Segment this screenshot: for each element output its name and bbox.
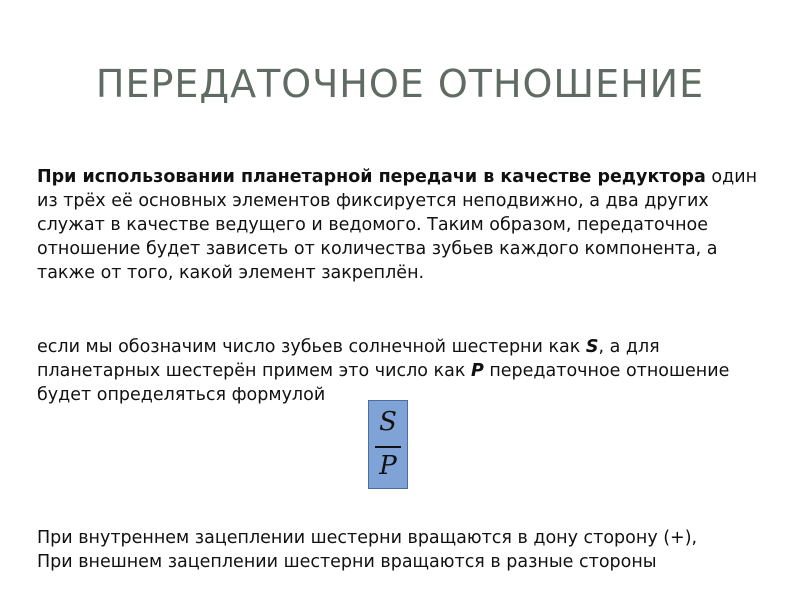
formula-denominator: P [379, 451, 397, 481]
paragraph2-part2: , а для планетарных шестерён примем это число как [37, 337, 660, 381]
paragraph-rest: один из трёх её основных элементов фиксируется неподвижно, а два других служат в качестве ведущего и ведомого. Таким образом, передаточное отношение будет зависеть от количества зубьев каждого компонента, а также от того, какой элемент закреплён. [37, 167, 758, 283]
fraction-line [375, 446, 401, 448]
paragraph-planetary-gear [37, 165, 767, 285]
formula-box [368, 400, 408, 489]
variable-s: S [585, 337, 599, 357]
paragraph-bold-lead: При использовании планетарной передачи в качестве редуктора [37, 167, 706, 187]
paragraph-mesh-directions [37, 526, 767, 574]
variable-p: P [470, 361, 484, 381]
paragraph2-part1: если мы обозначим число зубьев солнечной шестерни как [37, 337, 586, 357]
formula-numerator: S [379, 407, 397, 437]
paragraph-formula-intro [37, 335, 767, 407]
paragraph2-part3: передаточное отношение будет определяться формулой [37, 361, 730, 405]
slide-title: ПЕРЕДАТОЧНОЕ ОТНОШЕНИЕ [95, 62, 705, 106]
internal-mesh-line: При внутреннем зацеплении шестерни вращаются в дону сторону (+), [37, 528, 698, 548]
external-mesh-line: При внешнем зацеплении шестерни вращаются в разные стороны [37, 552, 657, 572]
